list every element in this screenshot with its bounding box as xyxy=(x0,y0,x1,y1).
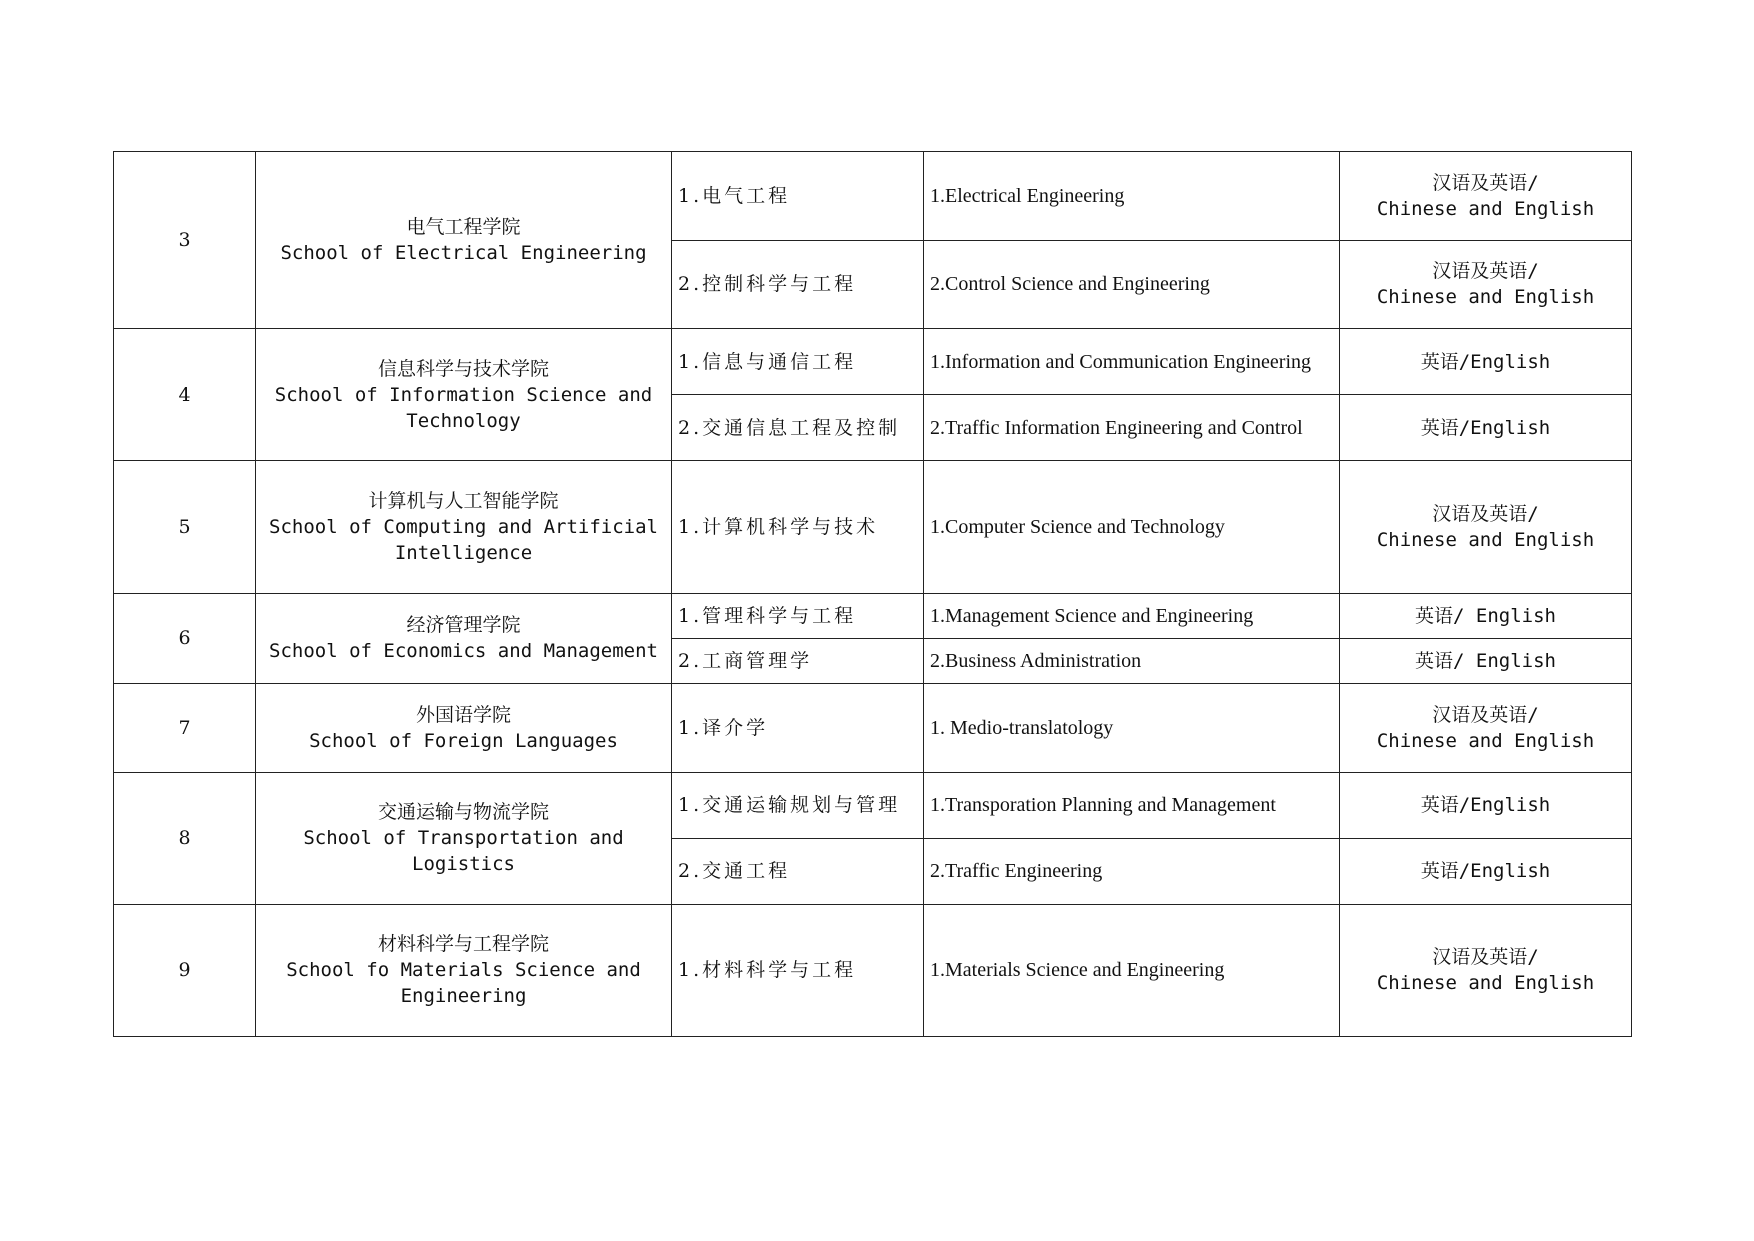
school-cell xyxy=(256,772,672,904)
table-row xyxy=(114,772,1632,838)
school-name-zh: 材料科学与工程学院 xyxy=(377,933,549,956)
teaching-language xyxy=(1340,838,1632,904)
school-cell xyxy=(256,329,672,461)
major-name-zh: 2.交通信息工程及控制 xyxy=(672,395,924,461)
school-name-en: School of Transportation and Logistics xyxy=(303,827,624,876)
school-name-zh: 计算机与人工智能学院 xyxy=(368,490,559,513)
major-name-zh: 1.电气工程 xyxy=(672,152,924,241)
language-zh: 英语/English xyxy=(1420,416,1551,439)
programs-table xyxy=(113,151,1632,1037)
teaching-language xyxy=(1340,904,1632,1036)
major-name-en: 2.Control Science and Engineering xyxy=(924,240,1340,329)
school-name-en: School fo Materials Science and Engineering xyxy=(286,959,641,1008)
major-name-en: 1. Medio-translatology xyxy=(924,683,1340,772)
major-name-en: 1.Electrical Engineering xyxy=(924,152,1340,241)
table-row xyxy=(114,461,1632,593)
table-row xyxy=(114,683,1632,772)
language-zh: 汉语及英语/ xyxy=(1432,946,1539,969)
table-row xyxy=(114,904,1632,1036)
language-zh: 汉语及英语/ xyxy=(1432,171,1539,194)
row-number: 8 xyxy=(114,772,256,904)
major-name-zh: 1.交通运输规划与管理 xyxy=(672,772,924,838)
table-row xyxy=(114,152,1632,241)
teaching-language xyxy=(1340,593,1632,638)
language-zh: 英语/English xyxy=(1420,794,1551,817)
school-name-en: School of Electrical Engineering xyxy=(280,242,647,265)
language-zh: 汉语及英语/ xyxy=(1432,703,1539,726)
school-cell xyxy=(256,904,672,1036)
school-name-en: School of Foreign Languages xyxy=(309,729,618,752)
language-zh: 汉语及英语/ xyxy=(1432,503,1539,526)
school-name-zh: 电气工程学院 xyxy=(406,216,521,239)
school-cell xyxy=(256,593,672,683)
language-zh: 汉语及英语/ xyxy=(1432,260,1539,283)
teaching-language xyxy=(1340,329,1632,395)
school-cell xyxy=(256,152,672,329)
language-en: Chinese and English xyxy=(1376,197,1595,220)
row-number: 3 xyxy=(114,152,256,329)
teaching-language xyxy=(1340,240,1632,329)
school-name-zh: 信息科学与技术学院 xyxy=(377,357,549,380)
language-zh: 英语/ English xyxy=(1415,604,1556,627)
language-en: Chinese and English xyxy=(1376,529,1595,552)
school-cell xyxy=(256,461,672,593)
row-number: 9 xyxy=(114,904,256,1036)
school-name-zh: 经济管理学院 xyxy=(406,614,521,637)
major-name-en: 2.Business Administration xyxy=(924,638,1340,683)
major-name-en: 2.Traffic Engineering xyxy=(924,838,1340,904)
school-name-en: School of Information Science and Technology xyxy=(274,383,653,432)
teaching-language xyxy=(1340,772,1632,838)
language-en: Chinese and English xyxy=(1376,729,1595,752)
teaching-language xyxy=(1340,683,1632,772)
major-name-en: 2.Traffic Information Engineering and Control xyxy=(924,395,1340,461)
major-name-en: 1.Transporation Planning and Management xyxy=(924,772,1340,838)
table-row xyxy=(114,593,1632,638)
school-name-zh: 交通运输与物流学院 xyxy=(377,801,549,824)
major-name-en: 1.Management Science and Engineering xyxy=(924,593,1340,638)
table-row xyxy=(114,329,1632,395)
major-name-zh: 2.交通工程 xyxy=(672,838,924,904)
teaching-language xyxy=(1340,638,1632,683)
teaching-language xyxy=(1340,395,1632,461)
school-name-en: School of Computing and Artificial Intelligence xyxy=(269,516,658,565)
major-name-en: 1.Information and Communication Engineering xyxy=(924,329,1340,395)
teaching-language xyxy=(1340,461,1632,593)
major-name-zh: 2.控制科学与工程 xyxy=(672,240,924,329)
row-number: 6 xyxy=(114,593,256,683)
language-zh: 英语/English xyxy=(1420,350,1551,373)
major-name-en: 1.Computer Science and Technology xyxy=(924,461,1340,593)
language-en: Chinese and English xyxy=(1376,286,1595,309)
language-en: Chinese and English xyxy=(1376,972,1595,995)
row-number: 7 xyxy=(114,683,256,772)
teaching-language xyxy=(1340,152,1632,241)
school-cell xyxy=(256,683,672,772)
row-number: 5 xyxy=(114,461,256,593)
major-name-zh: 1.信息与通信工程 xyxy=(672,329,924,395)
school-name-en: School of Economics and Management xyxy=(269,640,658,663)
major-name-zh: 1.材料科学与工程 xyxy=(672,904,924,1036)
major-name-en: 1.Materials Science and Engineering xyxy=(924,904,1340,1036)
major-name-zh: 2.工商管理学 xyxy=(672,638,924,683)
language-zh: 英语/ English xyxy=(1415,649,1556,672)
language-zh: 英语/English xyxy=(1420,860,1551,883)
school-name-zh: 外国语学院 xyxy=(415,703,511,726)
major-name-zh: 1.管理科学与工程 xyxy=(672,593,924,638)
major-name-zh: 1.译介学 xyxy=(672,683,924,772)
major-name-zh: 1.计算机科学与技术 xyxy=(672,461,924,593)
row-number: 4 xyxy=(114,329,256,461)
